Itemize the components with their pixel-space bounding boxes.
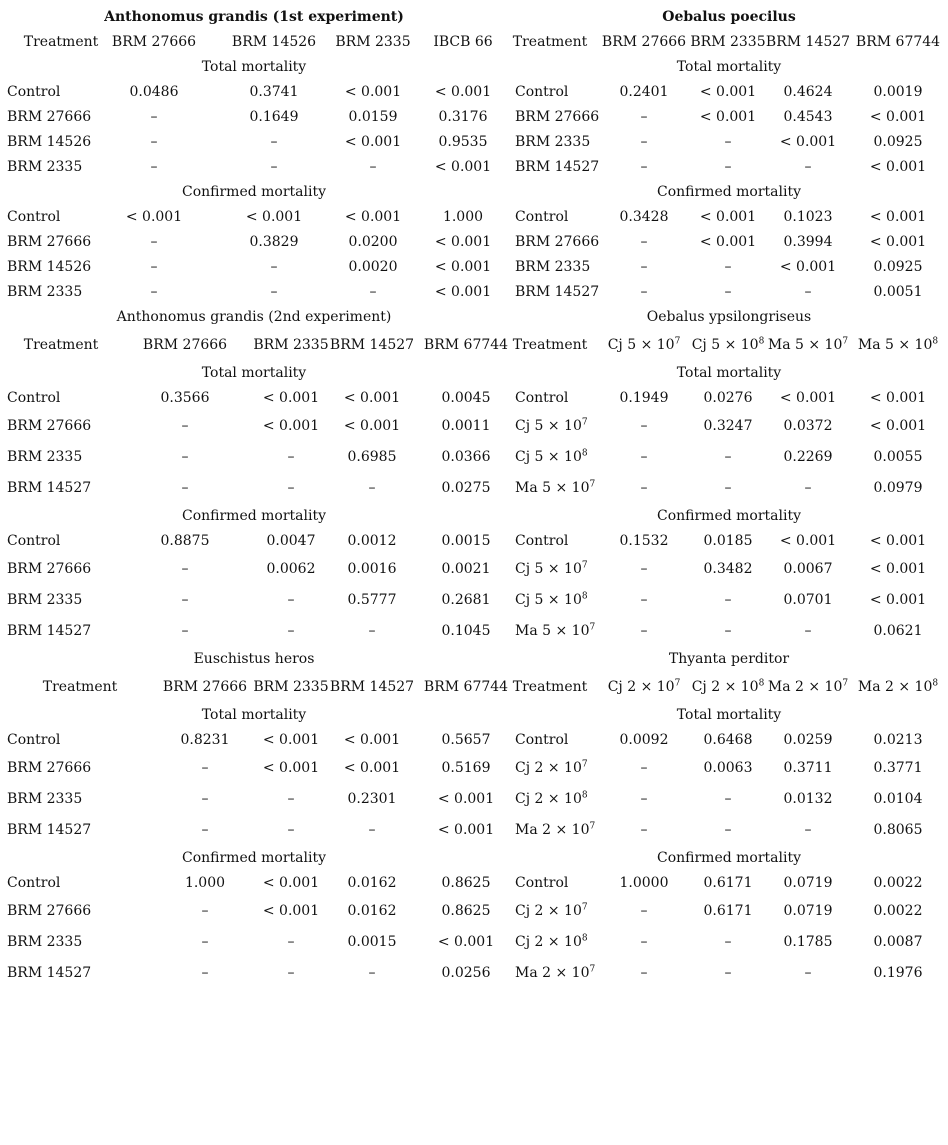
table-cell: 0.0016 xyxy=(347,561,397,577)
column-header: BRM 2335 xyxy=(335,34,411,50)
table-cell: 0.0213 xyxy=(873,732,923,748)
table-cell: – xyxy=(181,561,189,577)
row-label: BRM 2335 xyxy=(7,284,83,300)
column-header: IBCB 66 xyxy=(433,34,493,50)
table-cell: < 0.001 xyxy=(869,109,927,125)
table-cell: < 0.001 xyxy=(245,209,303,225)
row-label: Cj $2 \times 10^7$ xyxy=(515,902,588,919)
row-label: Cj $2 \times 10^8$ xyxy=(515,790,588,807)
table-cell: – xyxy=(181,623,189,639)
table-cell: – xyxy=(201,760,209,776)
row-label: Ma $2 \times 10^7$ xyxy=(515,821,596,838)
table-cell: – xyxy=(804,965,812,981)
row-label: Control xyxy=(7,209,61,225)
table-cell: 0.0087 xyxy=(873,934,923,950)
table-cell: – xyxy=(201,934,209,950)
table-cell: 0.5657 xyxy=(441,732,491,748)
table-cell: 0.0092 xyxy=(619,732,669,748)
row-label: BRM 2335 xyxy=(7,934,83,950)
block-subheading: Confirmed mortality xyxy=(656,508,802,524)
table-cell: < 0.001 xyxy=(869,209,927,225)
row-label: Control xyxy=(7,533,61,549)
table-cell: < 0.001 xyxy=(779,533,837,549)
row-label: Control xyxy=(515,533,569,549)
table-cell: 0.2681 xyxy=(441,592,491,608)
table-cell: – xyxy=(724,934,732,950)
block-subheading: Confirmed mortality xyxy=(656,850,802,866)
table-cell: < 0.001 xyxy=(699,234,757,250)
table-cell: – xyxy=(150,259,158,275)
table-cell: 0.3741 xyxy=(249,84,299,100)
row-label: Control xyxy=(515,84,569,100)
table-cell: – xyxy=(640,791,648,807)
column-header: Cj $2 \times 10^7$ xyxy=(607,678,681,695)
table-cell: 0.0925 xyxy=(873,134,923,150)
block-subheading: Confirmed mortality xyxy=(656,184,802,200)
table-cell: 1.0000 xyxy=(619,875,669,891)
table-cell: 0.1949 xyxy=(619,390,669,406)
table-cell: – xyxy=(724,592,732,608)
table-cell: – xyxy=(181,449,189,465)
row-label: BRM 2335 xyxy=(7,791,83,807)
table-cell: – xyxy=(724,623,732,639)
column-header: BRM 27666 xyxy=(162,679,248,695)
table-cell: – xyxy=(724,449,732,465)
row-label: Cj $2 \times 10^8$ xyxy=(515,933,588,950)
table-cell: 0.3428 xyxy=(619,209,669,225)
row-label: BRM 2335 xyxy=(7,159,83,175)
table-cell: – xyxy=(150,134,158,150)
table-cell: – xyxy=(287,934,295,950)
table-cell: – xyxy=(201,822,209,838)
table-cell: < 0.001 xyxy=(869,592,927,608)
treatment-header: Treatment xyxy=(512,679,588,695)
column-header: BRM 2335 xyxy=(690,34,766,50)
table-cell: < 0.001 xyxy=(343,390,401,406)
table-cell: – xyxy=(640,159,648,175)
section-title: Anthonomus grandis (1st experiment) xyxy=(104,9,404,25)
table-cell: 0.5777 xyxy=(347,592,397,608)
table-cell: < 0.001 xyxy=(779,259,837,275)
treatment-header: Treatment xyxy=(512,34,588,50)
table-cell: – xyxy=(287,592,295,608)
table-cell: 0.6171 xyxy=(703,903,753,919)
row-label: Ma $2 \times 10^7$ xyxy=(515,964,596,981)
table-cell: < 0.001 xyxy=(437,934,495,950)
table-cell: < 0.001 xyxy=(869,390,927,406)
row-label: BRM 2335 xyxy=(515,134,591,150)
table-cell: 0.0132 xyxy=(783,791,833,807)
table-cell: – xyxy=(640,822,648,838)
column-header: BRM 67744 xyxy=(423,337,509,353)
table-cell: < 0.001 xyxy=(344,84,402,100)
table-cell: < 0.001 xyxy=(434,84,492,100)
table-cell: 0.0022 xyxy=(873,875,923,891)
table-cell: 0.0063 xyxy=(703,760,753,776)
table-cell: – xyxy=(724,965,732,981)
table-cell: < 0.001 xyxy=(779,134,837,150)
column-header: Ma $5 \times 10^7$ xyxy=(767,336,849,353)
table-cell: 0.1532 xyxy=(619,533,669,549)
column-header: Cj $2 \times 10^8$ xyxy=(691,678,765,695)
column-header: BRM 2335 xyxy=(253,337,329,353)
block-subheading: Total mortality xyxy=(201,707,307,723)
table-cell: < 0.001 xyxy=(434,284,492,300)
table-cell: 0.0925 xyxy=(873,259,923,275)
table-cell: – xyxy=(368,965,376,981)
row-label: BRM 27666 xyxy=(7,109,92,125)
table-cell: – xyxy=(201,791,209,807)
row-label: Control xyxy=(7,875,61,891)
row-label: Control xyxy=(515,209,569,225)
table-cell: – xyxy=(640,965,648,981)
table-cell: – xyxy=(287,965,295,981)
row-label: BRM 27666 xyxy=(515,109,600,125)
table-cell: < 0.001 xyxy=(344,209,402,225)
table-cell: 0.0067 xyxy=(783,561,833,577)
table-cell: 1.000 xyxy=(184,875,226,891)
row-label: BRM 14527 xyxy=(515,159,600,175)
table-cell: 0.6985 xyxy=(347,449,397,465)
row-label: BRM 14527 xyxy=(7,480,92,496)
row-label: BRM 27666 xyxy=(7,234,92,250)
table-cell: 0.2401 xyxy=(619,84,669,100)
table-cell: – xyxy=(640,134,648,150)
column-header: BRM 14526 xyxy=(231,34,317,50)
table-cell: 0.1045 xyxy=(441,623,491,639)
block-subheading: Total mortality xyxy=(676,59,782,75)
column-header: Ma $5 \times 10^8$ xyxy=(857,336,939,353)
table-cell: 0.0011 xyxy=(441,418,491,434)
table-cell: 0.1023 xyxy=(783,209,833,225)
table-cell: 0.0979 xyxy=(873,480,923,496)
table-cell: 0.3176 xyxy=(438,109,488,125)
table-cell: 0.0719 xyxy=(783,875,833,891)
table-cell: – xyxy=(640,234,648,250)
table-cell: < 0.001 xyxy=(869,533,927,549)
table-cell: 0.0015 xyxy=(441,533,491,549)
table-cell: 0.6468 xyxy=(703,732,753,748)
row-label: Ma $5 \times 10^7$ xyxy=(515,622,596,639)
treatment-header: Treatment xyxy=(23,34,99,50)
row-label: Cj $5 \times 10^7$ xyxy=(515,560,588,577)
table-cell: < 0.001 xyxy=(262,903,320,919)
column-header: BRM 27666 xyxy=(601,34,687,50)
table-cell: – xyxy=(640,259,648,275)
table-cell: – xyxy=(181,592,189,608)
block-subheading: Total mortality xyxy=(676,365,782,381)
table-cell: 0.0185 xyxy=(703,533,753,549)
table-cell: – xyxy=(270,259,278,275)
table-cell: < 0.001 xyxy=(125,209,183,225)
table-cell: < 0.001 xyxy=(262,732,320,748)
table-cell: – xyxy=(640,480,648,496)
table-cell: < 0.001 xyxy=(262,390,320,406)
table-cell: < 0.001 xyxy=(699,209,757,225)
table-cell: 1.000 xyxy=(442,209,484,225)
table-cell: 0.1649 xyxy=(249,109,299,125)
table-cell: < 0.001 xyxy=(262,418,320,434)
row-label: Cj $5 \times 10^8$ xyxy=(515,591,588,608)
table-cell: 0.0047 xyxy=(266,533,316,549)
table-cell: – xyxy=(150,109,158,125)
table-cell: < 0.001 xyxy=(344,134,402,150)
table-cell: 0.8625 xyxy=(441,875,491,891)
table-cell: 0.0276 xyxy=(703,390,753,406)
table-cell: 0.3482 xyxy=(703,561,753,577)
table-cell: 0.0045 xyxy=(441,390,491,406)
treatment-header: Treatment xyxy=(42,679,118,695)
row-label: Control xyxy=(515,875,569,891)
table-cell: – xyxy=(150,234,158,250)
table-cell: – xyxy=(640,760,648,776)
table-cell: 0.3771 xyxy=(873,760,923,776)
table-cell: 0.0021 xyxy=(441,561,491,577)
table-cell: 0.0162 xyxy=(347,903,397,919)
row-label: Control xyxy=(515,732,569,748)
table-cell: 0.0015 xyxy=(347,934,397,950)
table-cell: 0.0256 xyxy=(441,965,491,981)
table-cell: – xyxy=(368,480,376,496)
table-cell: 0.3994 xyxy=(783,234,833,250)
table-cell: – xyxy=(287,480,295,496)
column-header: BRM 67744 xyxy=(855,34,941,50)
table-cell: 0.6171 xyxy=(703,875,753,891)
table-cell: – xyxy=(201,965,209,981)
row-label: BRM 14527 xyxy=(7,623,92,639)
table-cell: < 0.001 xyxy=(699,109,757,125)
table-cell: < 0.001 xyxy=(262,875,320,891)
table-cell: – xyxy=(724,159,732,175)
row-label: Cj $5 \times 10^8$ xyxy=(515,448,588,465)
treatment-header: Treatment xyxy=(23,337,99,353)
table-cell: – xyxy=(287,449,295,465)
table-cell: – xyxy=(201,903,209,919)
table-cell: 0.8875 xyxy=(160,533,210,549)
block-subheading: Total mortality xyxy=(676,707,782,723)
table-cell: 0.5169 xyxy=(441,760,491,776)
table-cell: < 0.001 xyxy=(343,760,401,776)
table-cell: – xyxy=(640,592,648,608)
table-cell: – xyxy=(724,284,732,300)
row-label: Control xyxy=(7,390,61,406)
table-cell: < 0.001 xyxy=(343,418,401,434)
table-cell: 0.0055 xyxy=(873,449,923,465)
table-cell: – xyxy=(181,480,189,496)
row-label: BRM 14526 xyxy=(7,259,92,275)
table-cell: – xyxy=(270,159,278,175)
table-cell: < 0.001 xyxy=(434,234,492,250)
table-cell: – xyxy=(804,480,812,496)
table-cell: 0.0200 xyxy=(348,234,398,250)
row-label: Cj $2 \times 10^7$ xyxy=(515,759,588,776)
table-cell: 0.0701 xyxy=(783,592,833,608)
table-cell: 0.0020 xyxy=(348,259,398,275)
table-cell: 0.2301 xyxy=(347,791,397,807)
row-label: BRM 27666 xyxy=(515,234,600,250)
table-cell: – xyxy=(369,284,377,300)
column-header: BRM 2335 xyxy=(253,679,329,695)
table-cell: – xyxy=(804,159,812,175)
column-header: BRM 14527 xyxy=(329,679,415,695)
table-cell: 0.3711 xyxy=(783,760,833,776)
table-cell: – xyxy=(724,480,732,496)
table-cell: – xyxy=(368,822,376,838)
column-header: BRM 14527 xyxy=(329,337,415,353)
block-subheading: Total mortality xyxy=(201,365,307,381)
table-cell: 0.8065 xyxy=(873,822,923,838)
table-cell: 0.0104 xyxy=(873,791,923,807)
table-cell: < 0.001 xyxy=(437,791,495,807)
section-title: Oebalus poecilus xyxy=(662,9,796,25)
table-cell: – xyxy=(150,159,158,175)
row-label: Cj $5 \times 10^7$ xyxy=(515,417,588,434)
row-label: BRM 27666 xyxy=(7,760,92,776)
table-cell: 0.0051 xyxy=(873,284,923,300)
table-cell: < 0.001 xyxy=(262,760,320,776)
table-cell: < 0.001 xyxy=(869,418,927,434)
table-cell: – xyxy=(724,791,732,807)
table-cell: < 0.001 xyxy=(869,234,927,250)
table-cell: 0.0162 xyxy=(347,875,397,891)
table-cell: 0.0012 xyxy=(347,533,397,549)
table-cell: – xyxy=(640,109,648,125)
row-label: Control xyxy=(7,732,61,748)
table-cell: – xyxy=(181,418,189,434)
section-title: Euschistus heros xyxy=(193,651,315,667)
table-cell: 0.0062 xyxy=(266,561,316,577)
table-cell: – xyxy=(804,623,812,639)
table-cell: 0.0159 xyxy=(348,109,398,125)
table-cell: 0.0372 xyxy=(783,418,833,434)
table-cell: 0.3247 xyxy=(703,418,753,434)
table-cell: – xyxy=(270,134,278,150)
table-cell: < 0.001 xyxy=(779,390,837,406)
table-cell: – xyxy=(287,623,295,639)
table-cell: < 0.001 xyxy=(434,159,492,175)
block-subheading: Confirmed mortality xyxy=(181,184,327,200)
table-cell: 0.9535 xyxy=(438,134,488,150)
table-cell: – xyxy=(804,822,812,838)
table-cell: 0.1785 xyxy=(783,934,833,950)
row-label: BRM 14527 xyxy=(7,822,92,838)
table-cell: – xyxy=(804,284,812,300)
table-cell: 0.0022 xyxy=(873,903,923,919)
table-cell: 0.4624 xyxy=(783,84,833,100)
table-cell: 0.8231 xyxy=(180,732,230,748)
section-title: Anthonomus grandis (2nd experiment) xyxy=(116,309,392,325)
block-subheading: Confirmed mortality xyxy=(181,850,327,866)
table-cell: – xyxy=(724,822,732,838)
row-label: Ma $5 \times 10^7$ xyxy=(515,479,596,496)
table-cell: – xyxy=(368,623,376,639)
section-title: Oebalus ypsilongriseus xyxy=(646,309,812,325)
table-cell: – xyxy=(724,259,732,275)
column-header: BRM 27666 xyxy=(142,337,228,353)
table-cell: – xyxy=(640,903,648,919)
column-header: Cj $5 \times 10^7$ xyxy=(607,336,681,353)
column-header: BRM 27666 xyxy=(111,34,197,50)
table-cell: – xyxy=(150,284,158,300)
block-subheading: Confirmed mortality xyxy=(181,508,327,524)
row-label: BRM 14527 xyxy=(7,965,92,981)
row-label: BRM 27666 xyxy=(7,561,92,577)
table-cell: – xyxy=(640,934,648,950)
table-cell: 0.2269 xyxy=(783,449,833,465)
table-cell: – xyxy=(287,822,295,838)
section-title: Thyanta perditor xyxy=(668,651,790,667)
table-cell: 0.0275 xyxy=(441,480,491,496)
table-cell: – xyxy=(640,623,648,639)
row-label: BRM 2335 xyxy=(7,592,83,608)
table-cell: – xyxy=(640,418,648,434)
table-cell: 0.0259 xyxy=(783,732,833,748)
table-cell: – xyxy=(640,561,648,577)
row-label: BRM 14527 xyxy=(515,284,600,300)
treatment-header: Treatment xyxy=(512,337,588,353)
table-cell: 0.0486 xyxy=(129,84,179,100)
table-cell: 0.3566 xyxy=(160,390,210,406)
table-cell: – xyxy=(640,449,648,465)
table-cell: 0.3829 xyxy=(249,234,299,250)
row-label: BRM 27666 xyxy=(7,903,92,919)
table-cell: 0.4543 xyxy=(783,109,833,125)
row-label: BRM 27666 xyxy=(7,418,92,434)
table-cell: < 0.001 xyxy=(869,159,927,175)
table-cell: < 0.001 xyxy=(699,84,757,100)
table-cell: – xyxy=(270,284,278,300)
row-label: BRM 2335 xyxy=(515,259,591,275)
table-cell: < 0.001 xyxy=(434,259,492,275)
row-label: Control xyxy=(7,84,61,100)
table-cell: 0.0719 xyxy=(783,903,833,919)
row-label: BRM 14526 xyxy=(7,134,92,150)
column-header: Ma $2 \times 10^8$ xyxy=(857,678,939,695)
column-header: Ma $2 \times 10^7$ xyxy=(767,678,849,695)
table-cell: < 0.001 xyxy=(437,822,495,838)
column-header: BRM 67744 xyxy=(423,679,509,695)
table-cell: – xyxy=(287,791,295,807)
table-cell: 0.0621 xyxy=(873,623,923,639)
table-cell: < 0.001 xyxy=(869,561,927,577)
table-cell: 0.0366 xyxy=(441,449,491,465)
row-label: Control xyxy=(515,390,569,406)
row-label: BRM 2335 xyxy=(7,449,83,465)
table-cell: – xyxy=(369,159,377,175)
table-cell: 0.8625 xyxy=(441,903,491,919)
column-header: Cj $5 \times 10^8$ xyxy=(691,336,765,353)
table-cell: – xyxy=(724,134,732,150)
column-header: BRM 14527 xyxy=(765,34,851,50)
table-cell: 0.1976 xyxy=(873,965,923,981)
block-subheading: Total mortality xyxy=(201,59,307,75)
table-cell: < 0.001 xyxy=(343,732,401,748)
table-cell: 0.0019 xyxy=(873,84,923,100)
table-cell: – xyxy=(640,284,648,300)
